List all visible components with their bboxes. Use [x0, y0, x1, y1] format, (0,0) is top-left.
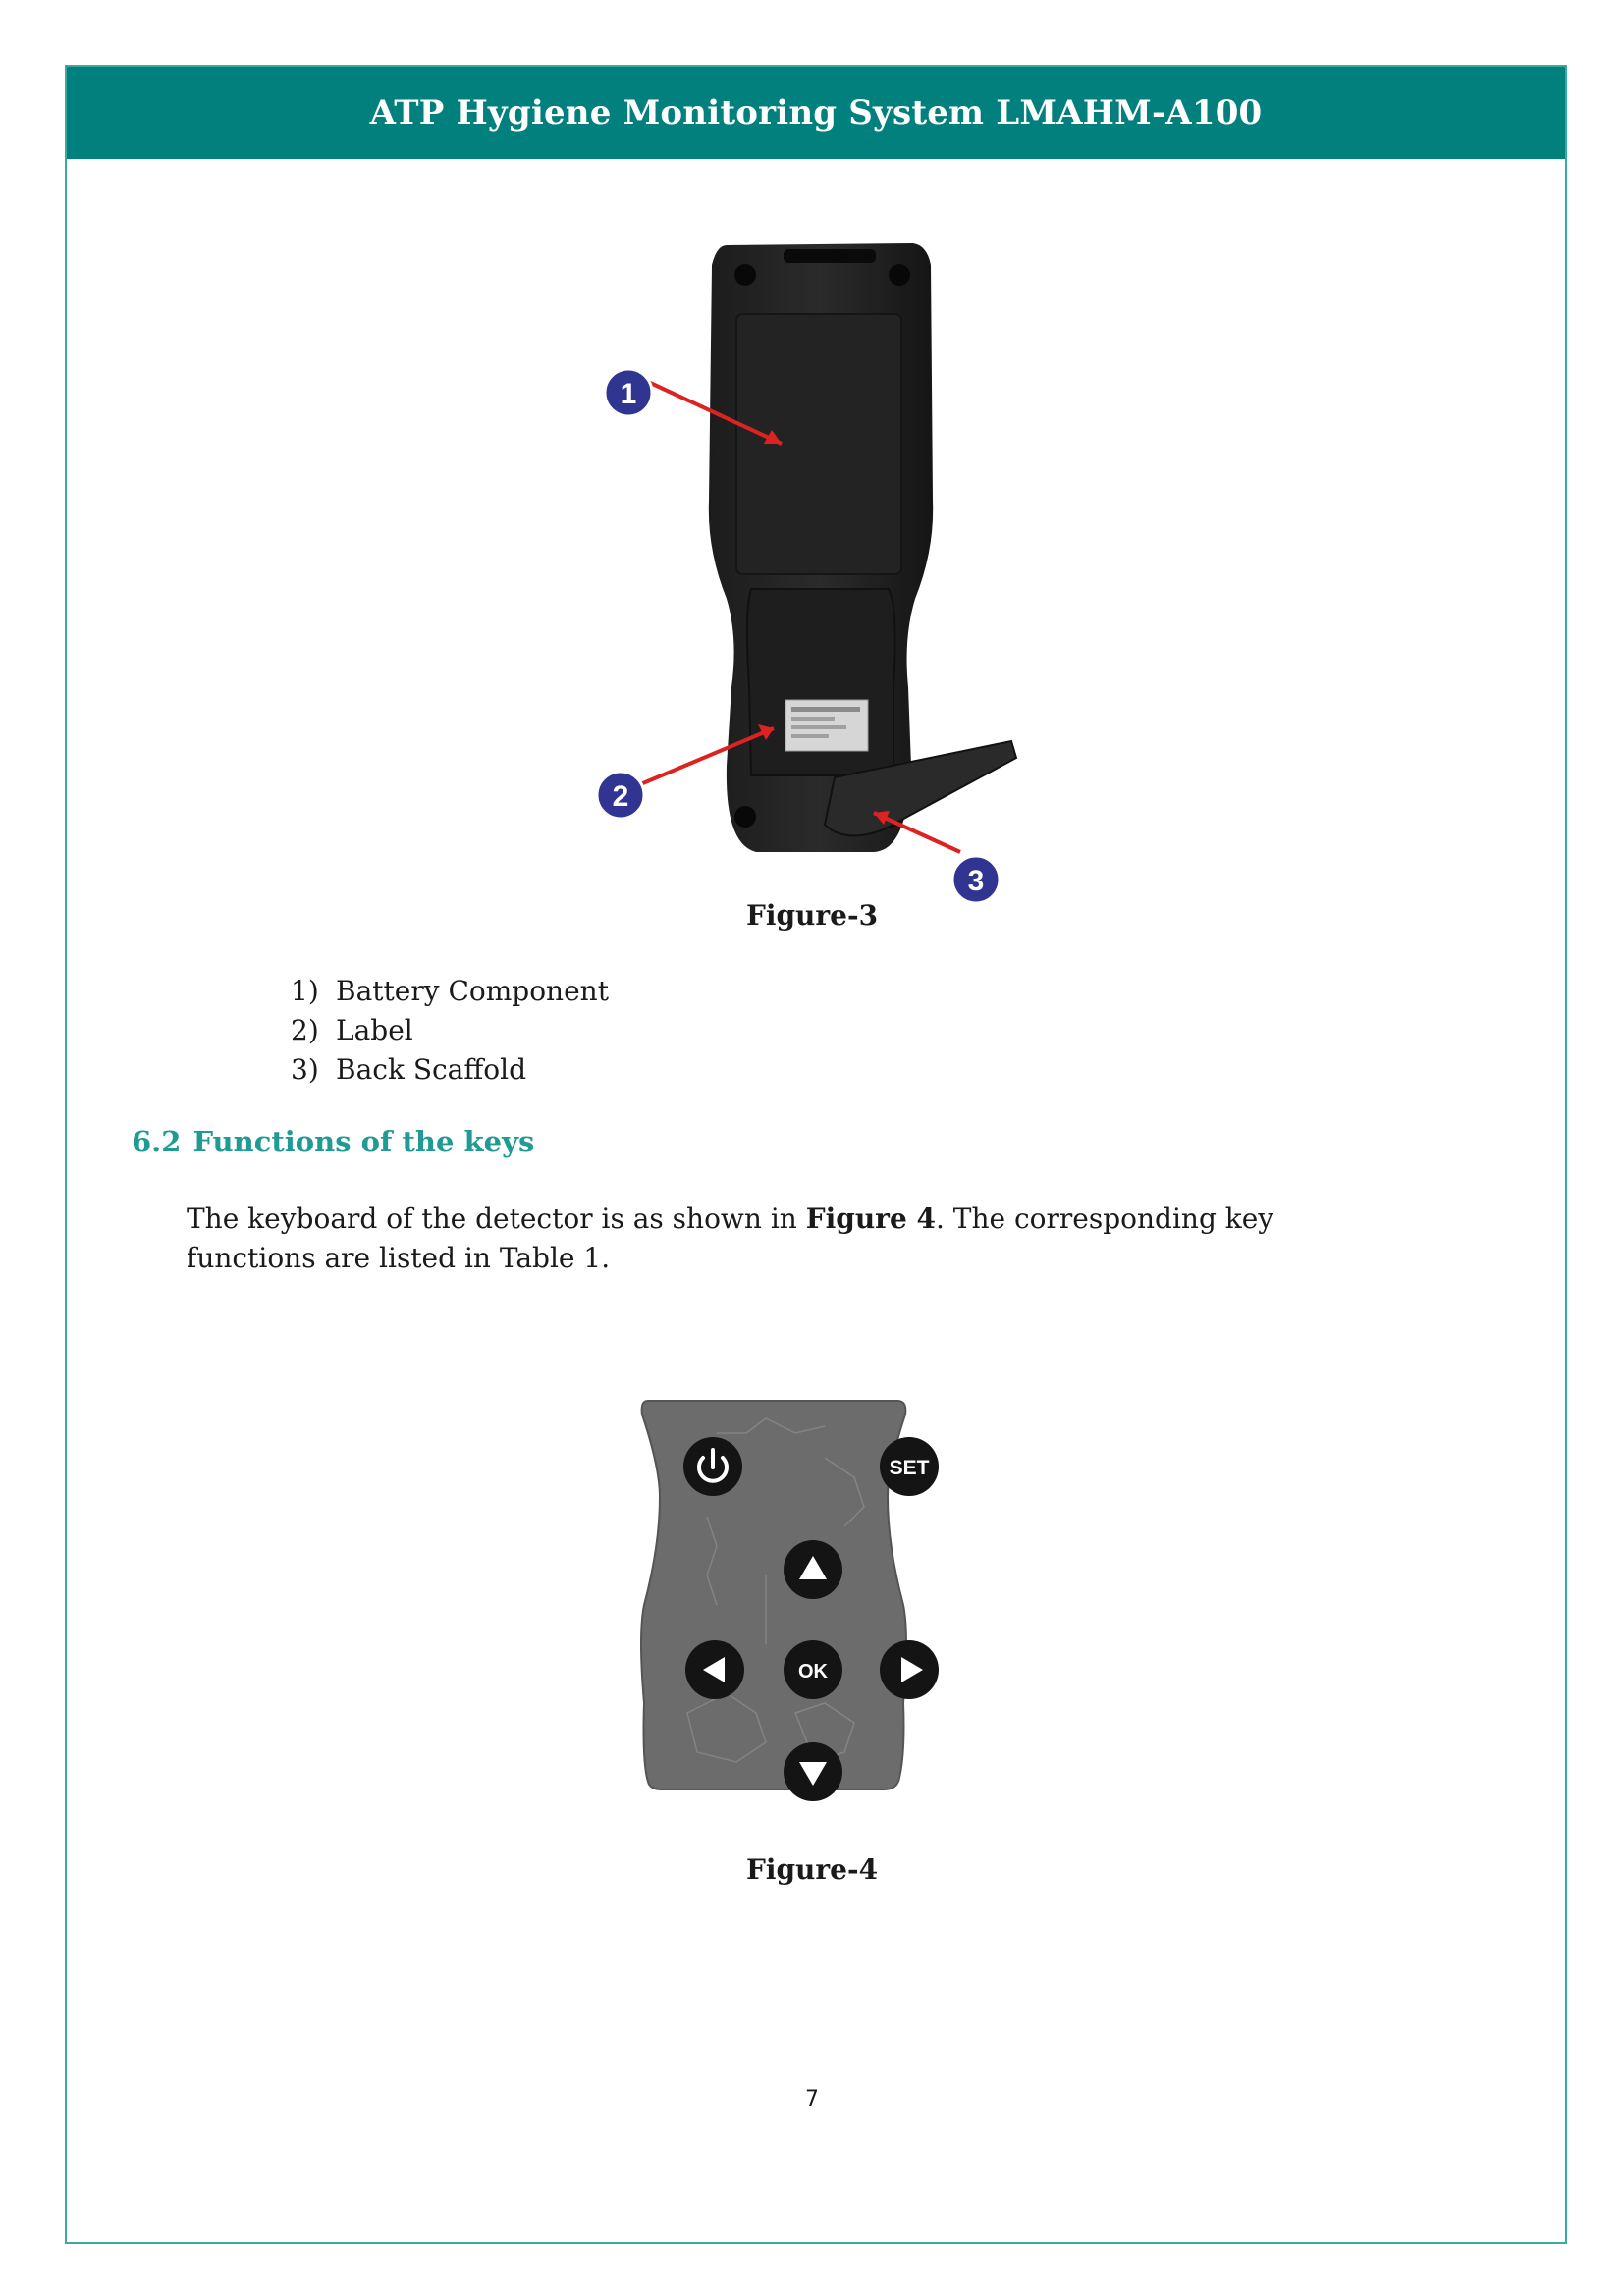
list-item-label: Back Scaffold — [336, 1053, 527, 1086]
figure-4-caption: Figure-4 — [745, 1853, 879, 1886]
ok-button[interactable] — [784, 1640, 842, 1699]
figure-3-parts-list — [291, 972, 609, 1090]
svg-text:SET: SET — [889, 1457, 930, 1479]
svg-text:3: 3 — [967, 865, 985, 897]
power-button[interactable] — [683, 1437, 742, 1496]
up-button[interactable] — [784, 1540, 842, 1599]
svg-text:1: 1 — [620, 378, 637, 410]
down-button[interactable] — [784, 1742, 842, 1801]
page-number: 7 — [805, 2087, 819, 2111]
list-item-number: 2) — [291, 1014, 319, 1046]
figure-3-device-back — [550, 177, 1041, 923]
battery-cover — [736, 314, 901, 574]
list-item — [291, 1011, 609, 1050]
callout-1 — [605, 369, 652, 416]
svg-text:OK: OK — [798, 1661, 828, 1682]
section-title: Functions of the keys — [192, 1125, 535, 1158]
top-slot — [784, 249, 876, 263]
paragraph-text-before: The keyboard of the detector is as shown in — [187, 1202, 806, 1235]
list-item-label: Battery Component — [336, 975, 609, 1007]
list-item-number: 1) — [291, 975, 319, 1007]
section-heading — [132, 1125, 534, 1158]
left-button[interactable] — [685, 1640, 744, 1699]
list-item — [291, 972, 609, 1011]
header-title: ATP Hygiene Monitoring System LMAHM-A100 — [369, 93, 1263, 133]
list-item-label: Label — [336, 1014, 413, 1046]
paragraph-text-after: . The corresponding key functions are listed in Table 1. — [187, 1202, 1274, 1274]
set-button[interactable] — [880, 1437, 939, 1496]
figure-3-caption: Figure-3 — [745, 899, 879, 932]
keypad-plate — [641, 1401, 906, 1789]
list-item-number: 3) — [291, 1053, 319, 1086]
svg-text:2: 2 — [612, 780, 629, 813]
callout-3 — [952, 856, 1000, 903]
page-header — [67, 67, 1565, 159]
figure-4-keypad — [569, 1320, 992, 1831]
callout-2 — [597, 772, 644, 819]
figure-reference: Figure 4 — [805, 1202, 936, 1235]
section-number: 6.2 — [132, 1125, 182, 1158]
list-item — [291, 1050, 609, 1090]
body-paragraph — [187, 1200, 1365, 1278]
right-button[interactable] — [880, 1640, 939, 1699]
